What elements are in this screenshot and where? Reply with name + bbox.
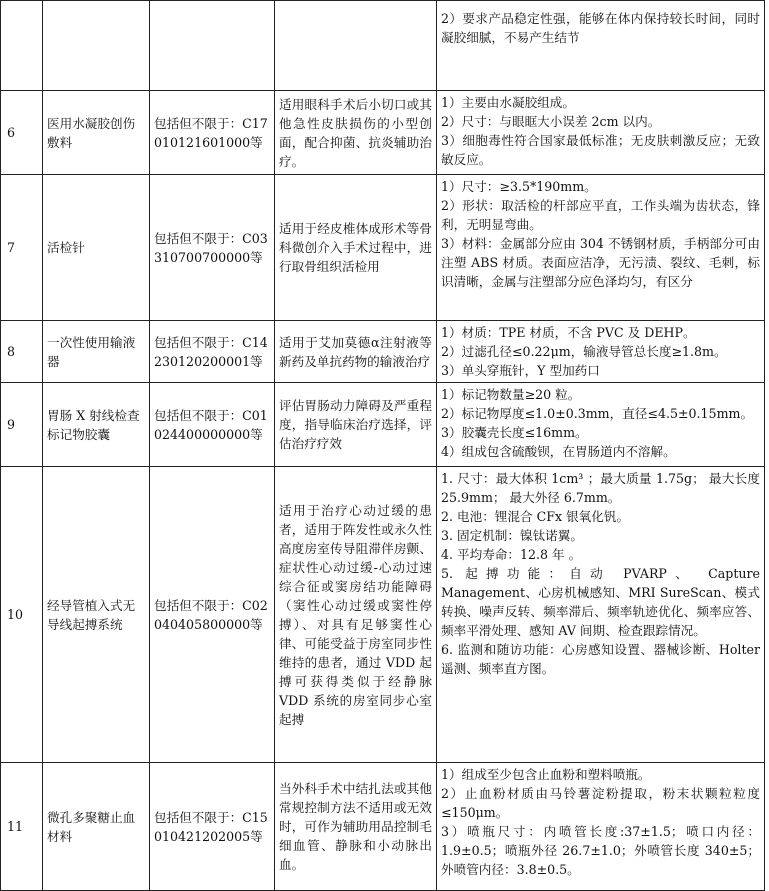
technical-requirements	[437, 91, 765, 175]
table-row	[1, 383, 765, 467]
product-code: 包括但不限于：C15010421202005等	[150, 763, 275, 891]
requirement-line: 3）胶囊壳长度≤16mm。	[441, 425, 588, 440]
table-row	[1, 467, 765, 763]
requirement-line: 3）喷瓶尺寸：内喷管长度:37±1.5；喷口内径：1.9±0.5；喷瓶外径 26.7±1.0；外喷管长度 340±5；外喷管内径：3.8±0.5。	[441, 824, 760, 877]
requirement-line: 2）标记物厚度≤1.0±0.3mm，直径≤4.5±0.15mm。	[441, 406, 754, 421]
requirement-line: 6. 监测和随访功能：心房感知设置、器械诊断、Holter 遥测、频率直方图。	[441, 642, 760, 676]
requirement-line: 3. 固定机制：镍钛诺翼。	[441, 528, 583, 543]
usage-description: 适用于经皮椎体成形术等骨科微创介入手术过程中，进行取骨组织活检用	[275, 175, 437, 321]
requirement-line: 4. 平均寿命：12.8 年 。	[441, 547, 582, 562]
product-name	[43, 1, 150, 91]
technical-requirements	[437, 467, 765, 763]
product-code: 包括但不限于：C14230120200001等	[150, 321, 275, 383]
technical-requirements	[437, 1, 765, 91]
row-number: 11	[1, 763, 43, 891]
product-code: 包括但不限于：C17010121601000等	[150, 91, 275, 175]
product-name: 胃肠 X 射线检查标记物胶囊	[43, 383, 150, 467]
requirement-line: 1）标记物数量≥20 粒。	[441, 387, 581, 402]
requirement-line: 2）止血粉材质由马铃薯淀粉提取，粉末状颗粒粒度≤150μm。	[441, 786, 760, 820]
row-number	[1, 1, 43, 91]
requirement-line: 3）单头穿瓶针，Y 型加药口	[441, 363, 600, 378]
requirement-line: 2）尺寸：与眼眶大小误差 2cm 以内。	[441, 114, 661, 129]
usage-description: 适用于治疗心动过缓的患者，适用于阵发性或永久性高度房室传导阻滞伴房颤、症状性心动过缓-心动过速综合征或窦房结功能障碍（窦性心动过缓或窦性停搏）、对具有足够窦性心律、可能受益于房室同步性维持的患者，通过 VDD 起搏可获得类似于经静脉 VDD 系统的房室同步心室起搏	[275, 467, 437, 763]
table-row	[1, 91, 765, 175]
product-code: 包括但不限于：C01024400000000等	[150, 383, 275, 467]
product-name: 微孔多聚糖止血材料	[43, 763, 150, 891]
product-code: 包括但不限于：C03310700700000等	[150, 175, 275, 321]
requirement-line: 2）形状：取活检的杆部应平直，工作头端为齿状态，锋利，无明显弯曲。	[441, 198, 760, 232]
requirement-line: 1）组成至少包含止血粉和塑料喷瓶。	[441, 767, 651, 782]
requirement-line: 2. 电池：锂混合 CFx 银氧化钒。	[441, 509, 630, 524]
requirement-line: 2）过滤孔径≤0.22μm，输液导管总长度≥1.8m。	[441, 344, 727, 359]
table-row	[1, 763, 765, 891]
requirement-line: 2）要求产品稳定性强，能够在体内保持较长时间，同时凝胶细腻，不易产生结节	[441, 11, 760, 45]
requirement-line: 1）材质：TPE 材质，不含 PVC 及 DEHP。	[441, 325, 696, 340]
requirement-line: 3）细胞毒性符合国家最低标准；无皮肤刺激反应；无致敏反应。	[441, 133, 760, 167]
usage-description: 适用眼科手术后小切口或其他急性皮肤损伤的小型创面，配合抑菌、抗炎辅助治疗。	[275, 91, 437, 175]
technical-requirements	[437, 321, 765, 383]
requirement-line: 1. 尺寸：最大体积 1cm³ ；最大质量 1.75g； 最大长度 25.9mm； 最大外径 6.7mm。	[441, 471, 760, 505]
technical-requirements	[437, 175, 765, 321]
requirement-line: 4）组成包含硫酸钡，在胃肠道内不溶解。	[441, 444, 676, 459]
product-name: 活检针	[43, 175, 150, 321]
row-number: 6	[1, 91, 43, 175]
product-name: 一次性使用输液器	[43, 321, 150, 383]
product-code: 包括但不限于：C02040405800000等	[150, 467, 275, 763]
usage-description: 当外科手术中结扎法或其他常规控制方法不适用或无效时，可作为辅助用品控制毛细血管、静脉和小动脉出血。	[275, 763, 437, 891]
requirement-line: 3）材料：金属部分应由 304 不锈钢材质，手柄部分可由注塑 ABS 材质。表面应洁净，无污渍、裂纹、毛刺，标识清晰，金属与注塑部分应色泽均匀，有区分	[441, 236, 760, 289]
usage-description: 适用于艾加莫德α注射液等新药及单抗药物的输液治疗	[275, 321, 437, 383]
requirement-line: 1）尺寸：≥3.5*190mm。	[441, 179, 597, 194]
table-row	[1, 175, 765, 321]
table-row	[1, 321, 765, 383]
row-number: 7	[1, 175, 43, 321]
row-number: 9	[1, 383, 43, 467]
table-row	[1, 1, 765, 91]
row-number: 8	[1, 321, 43, 383]
product-code	[150, 1, 275, 91]
usage-description: 评估胃肠动力障碍及严重程度，指导临床治疗选择，评估治疗疗效	[275, 383, 437, 467]
technical-requirements	[437, 763, 765, 891]
product-name: 医用水凝胶创伤敷料	[43, 91, 150, 175]
requirement-line: 1）主要由水凝胶组成。	[441, 95, 575, 110]
technical-requirements	[437, 383, 765, 467]
row-number: 10	[1, 467, 43, 763]
product-name: 经导管植入式无导线起搏系统	[43, 467, 150, 763]
requirement-line: 5. 起搏功能：自动 PVARP、 Capture Management、心房机械感知、MRI SureScan、模式转换、噪声反转、频率滞后、频率轨迹优化、频率应答、频率平滑处理、感知 AV 间期、检查跟踪情况。	[441, 566, 760, 638]
usage-description	[275, 1, 437, 91]
